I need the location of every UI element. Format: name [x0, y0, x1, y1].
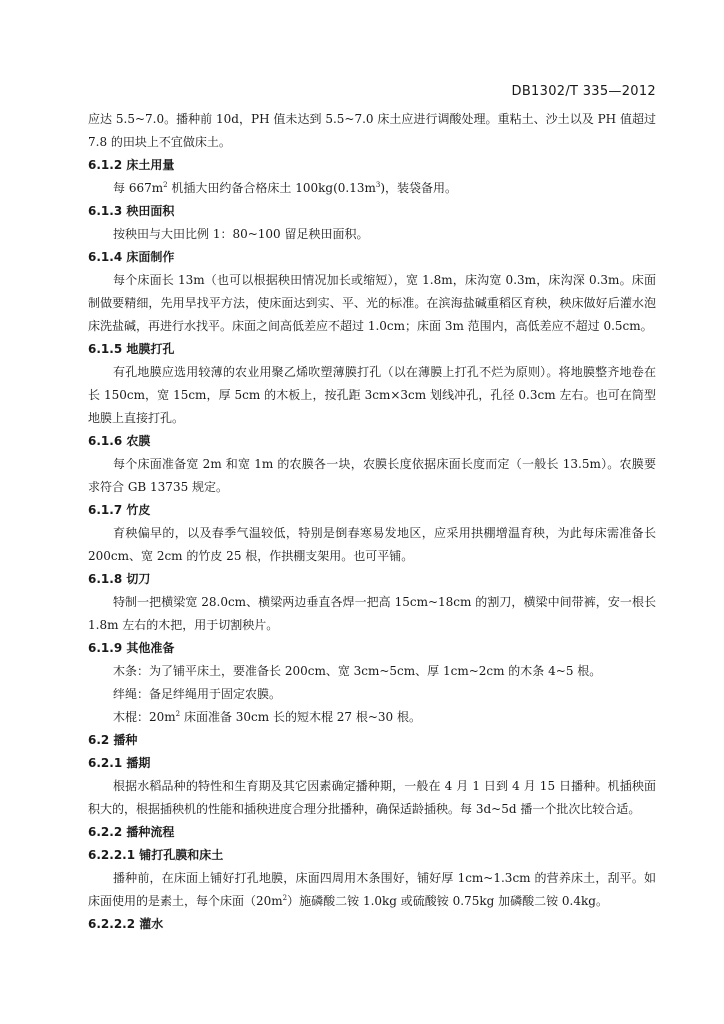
section-heading: 6.1.8 切刀 [88, 572, 151, 586]
section-heading: 6.1.3 秧田面积 [88, 204, 175, 218]
section-heading: 6.2.2.2 灌水 [88, 917, 164, 931]
section-heading: 6.2.2.1 铺打孔膜和床土 [88, 848, 224, 862]
paragraph: 绊绳：备足绊绳用于固定农膜。 [113, 687, 282, 701]
section-heading: 6.1.5 地膜打孔 [88, 342, 175, 356]
section-heading: 6.2.1 播期 [88, 756, 151, 770]
section-heading: 6.2.2 播种流程 [88, 825, 175, 839]
superscript: 3 [375, 181, 381, 189]
paragraph: 每个床面准备宽 2m 和宽 1m 的农膜各一块，农膜长度依据床面长度而定（一般长 13.5m）。农膜要求符合 GB 13735 规定。 [88, 457, 656, 494]
document-code-header: DB1302/T 335—2012 [511, 84, 656, 99]
paragraph: 每个床面长 13m（也可以根据秧田情况加长或缩短），宽 1.8m，床沟宽 0.3m，床沟深 0.3m。床面制做要精细，先用旱找平方法，使床面达到实、平、光的标准。在滨海盐碱重稻区育秧，秧床做好后灌水泡床洗盐碱，再进行水找平。床面之间高低差应不超过 1.0cm；床面 3m 范围内，高低差应不超过 0.5cm。 [88, 273, 656, 333]
section-heading: 6.2 播种 [88, 733, 138, 747]
paragraph: 木棍：$20m^2$ 床面准备 30cm 长的短木棍 27 根~30 根。 [113, 710, 421, 724]
paragraph: 每 $667m^2$ 机插大田约备合格床土 $100kg(0.13m^3)$，装袋备用。 [113, 181, 458, 195]
paragraph: 育秧偏早的，以及春季气温较低，特别是倒春寒易发地区，应采用拱棚增温育秧，为此每床需准备长 200cm、宽 2cm 的竹皮 25 根，作拱棚支架用。也可平铺。 [88, 526, 656, 563]
paragraph: 根据水稻品种的特性和生育期及其它因素确定播种期，一般在 4 月 1 日到 4 月 15 日播种。机插秧面积大的，根据插秧机的性能和插秧进度合理分批播种，确保适龄插秧。每 3d~5d 播一个批次比较合适。 [88, 779, 656, 816]
paragraph: 播种前，在床面上铺好打孔地膜，床面四周用木条围好，铺好厚 1cm~1.3cm 的营养床土，刮平。如床面使用的是素土，每个床面$(20m^2)$施磷酸二铵 1.0kg 或硫酸铵 0.75kg 加磷酸二铵 0.4kg。 [88, 871, 656, 908]
superscript: 2 [163, 181, 168, 189]
paragraph: 特制一把横梁宽 28.0cm、横梁两边垂直各焊一把高 15cm~18cm 的割刀，横梁中间带裤，安一根长 1.8m 左右的木把，用于切割秧片。 [88, 595, 656, 632]
document-body [88, 108, 656, 936]
section-heading: 6.1.9 其他准备 [88, 641, 175, 655]
section-heading: 6.1.7 竹皮 [88, 503, 151, 517]
paragraph: 按秧田与大田比例 1：80~100 留足秧田面积。 [113, 227, 369, 241]
paragraph: 应达 5.5~7.0。播种前 10d，PH 值未达到 5.5~7.0 床土应进行调酸处理。重粘土、沙土以及 PH 值超过 7.8 的田块上不宜做床土。 [88, 112, 656, 149]
paragraph: 木条：为了铺平床土，要准备长 200cm、宽 3cm~5cm、厚 1cm~2cm 的木条 4~5 根。 [113, 664, 602, 678]
superscript: 2 [282, 894, 288, 902]
paragraph: 有孔地膜应选用较薄的农业用聚乙烯吹塑薄膜打孔（以在薄膜上打孔不烂为原则）。将地膜整齐地卷在长 150cm，宽 15cm，厚 5cm 的木板上，按孔距 3cm×3cm 划线冲孔，孔径 0.3cm 左右。也可在筒型地膜上直接打孔。 [88, 365, 656, 425]
section-heading: 6.1.2 床土用量 [88, 158, 175, 172]
section-heading: 6.1.4 床面制作 [88, 250, 175, 264]
superscript: 2 [175, 710, 181, 718]
section-heading: 6.1.6 农膜 [88, 434, 151, 448]
